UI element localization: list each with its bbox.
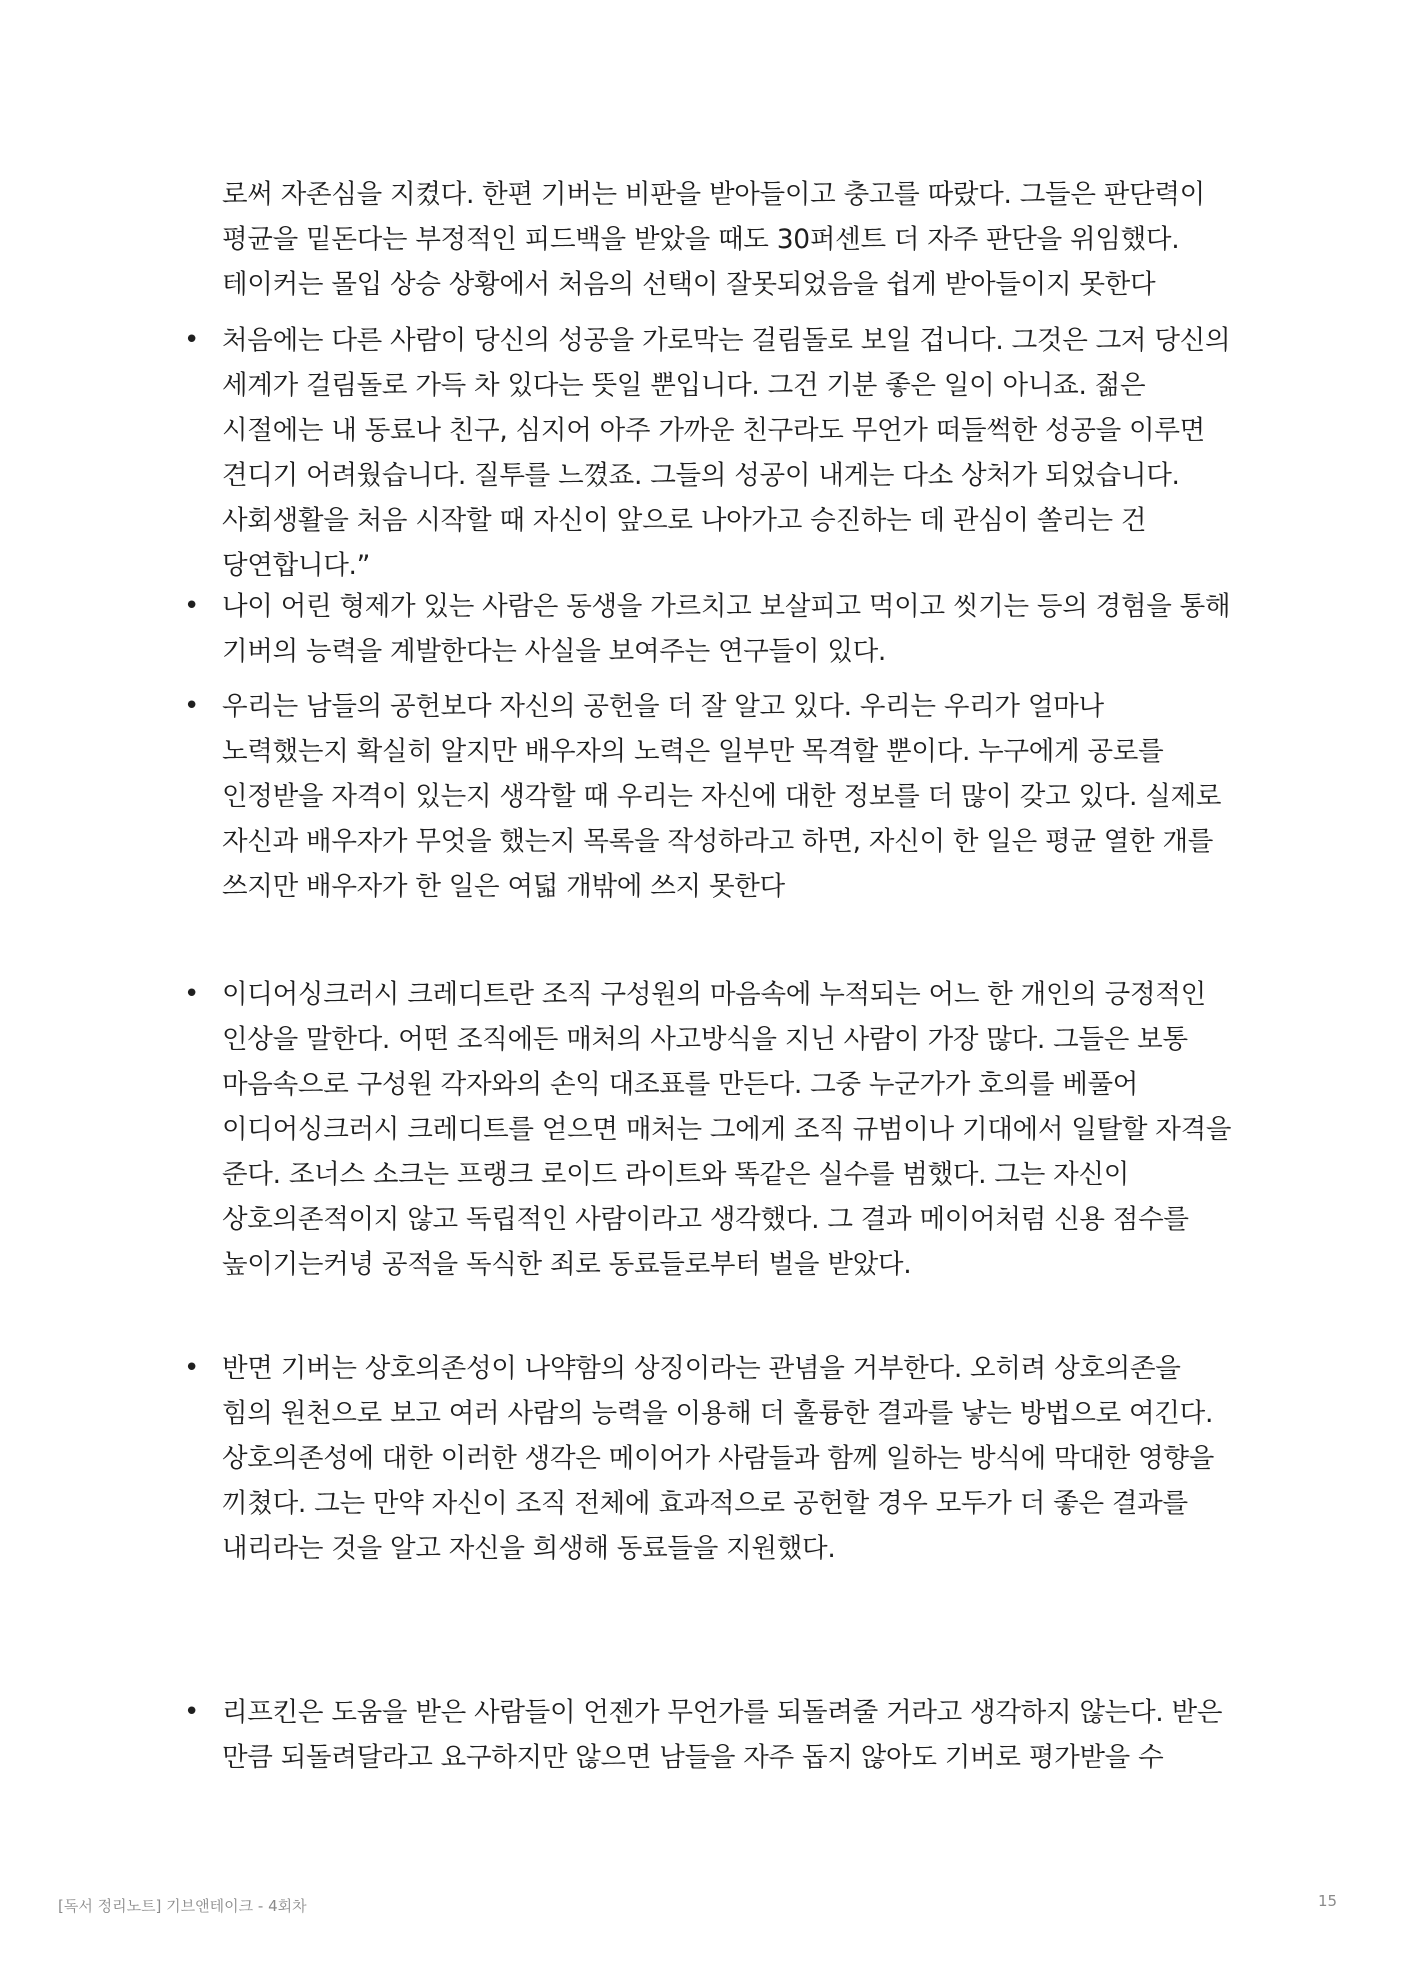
bullet-marker: • [184, 591, 200, 621]
bullet-item-idiosyncrasy-credit: 이디어싱크러시 크레디트란 조직 구성원의 마음속에 누적되는 어느 한 개인의 긍정적인 인상을 말한다. 어떤 조직에든 매처의 사고방식을 지닌 사람이 가장 많다. 그들은 보통 마음속으로 구성원 각자와의 손익 대조표를 만든다. 그중 누군가가 호의를 베풀어 이디어싱크러시 크레디트를 얻으면 매처는 그에게 조직 규범이나 기대에서 일탈할 자격을 준다. 조너스 소크는 프랭크 로이드 라이트와 똑같은 실수를 범했다. 그는 자신이 상호의존적이지 않고 독립적인 사람이라고 생각했다. 그 결과 메이어처럼 신용 점수를 높이기는커녕 공적을 독식한 죄로 동료들로부터 벌을 받았다. [222, 979, 1232, 1280]
bullet-item-jealousy: 처음에는 다른 사람이 당신의 성공을 가로막는 걸림돌로 보일 겁니다. 그것은 그저 당신의 세계가 걸림돌로 가득 차 있다는 뜻일 뿐입니다. 그건 기분 좋은 일이 아니죠. 젊은 시절에는 내 동료나 친구, 심지어 아주 가까운 친구라도 무언가 떠들썩한 성공을 이루면 견디기 어려웠습니다. 질투를 느꼈죠. 그들의 성공이 내게는 다소 상처가 되었습니다. 사회생활을 처음 시작할 때 자신이 앞으로 나아가고 승진하는 데 관심이 쏠리는 건 당연합니다.” [222, 325, 1231, 581]
bullet-marker: • [184, 325, 200, 355]
bullet-marker: • [184, 1697, 200, 1727]
bullet-item-rifkin: 리프킨은 도움을 받은 사람들이 언젠가 무언가를 되돌려줄 거라고 생각하지 않는다. 받은 만큼 되돌려달라고 요구하지만 않으면 남들을 자주 돕지 않아도 기버로 평가받을 수 [222, 1697, 1223, 1773]
bullet-item-contribution: 우리는 남들의 공헌보다 자신의 공헌을 더 잘 알고 있다. 우리는 우리가 얼마나 노력했는지 확실히 알지만 배우자의 노력은 일부만 목격할 뿐이다. 누구에게 공로를 인정받을 자격이 있는지 생각할 때 우리는 자신에 대한 정보를 더 많이 갖고 있다. 실제로 자신과 배우자가 무엇을 했는지 목록을 작성하라고 하면, 자신이 한 일은 평균 열한 개를 쓰지만 배우자가 한 일은 여덟 개밖에 쓰지 못한다 [222, 691, 1222, 902]
footer-document-title: [독서 정리노트] 기브앤테이크 - 4회차 [58, 1897, 307, 1915]
bullet-item-siblings: 나이 어린 형제가 있는 사람은 동생을 가르치고 보살피고 먹이고 씻기는 등의 경험을 통해 기버의 능력을 계발한다는 사실을 보여주는 연구들이 있다. [222, 591, 1231, 667]
continuation-paragraph: 로써 자존심을 지켰다. 한편 기버는 비판을 받아들이고 충고를 따랐다. 그들은 판단력이 평균을 밑돈다는 부정적인 피드백을 받았을 때도 30퍼센트 더 자주 판단을 위임했다. 테이커는 몰입 상승 상황에서 처음의 선택이 잘못되었음을 쉽게 받아들이지 못한다 [222, 179, 1205, 300]
bullet-marker: • [184, 691, 200, 721]
bullet-marker: • [184, 979, 200, 1009]
bullet-marker: • [184, 1353, 200, 1383]
page-number: 15 [1318, 1892, 1338, 1910]
bullet-item-interdependence: 반면 기버는 상호의존성이 나약함의 상징이라는 관념을 거부한다. 오히려 상호의존을 힘의 원천으로 보고 여러 사람의 능력을 이용해 더 훌륭한 결과를 낳는 방법으로 여긴다. 상호의존성에 대한 이러한 생각은 메이어가 사람들과 함께 일하는 방식에 막대한 영향을 끼쳤다. 그는 만약 자신이 조직 전체에 효과적으로 공헌할 경우 모두가 더 좋은 결과를 내리라는 것을 알고 자신을 희생해 동료들을 지원했다. [222, 1353, 1214, 1564]
